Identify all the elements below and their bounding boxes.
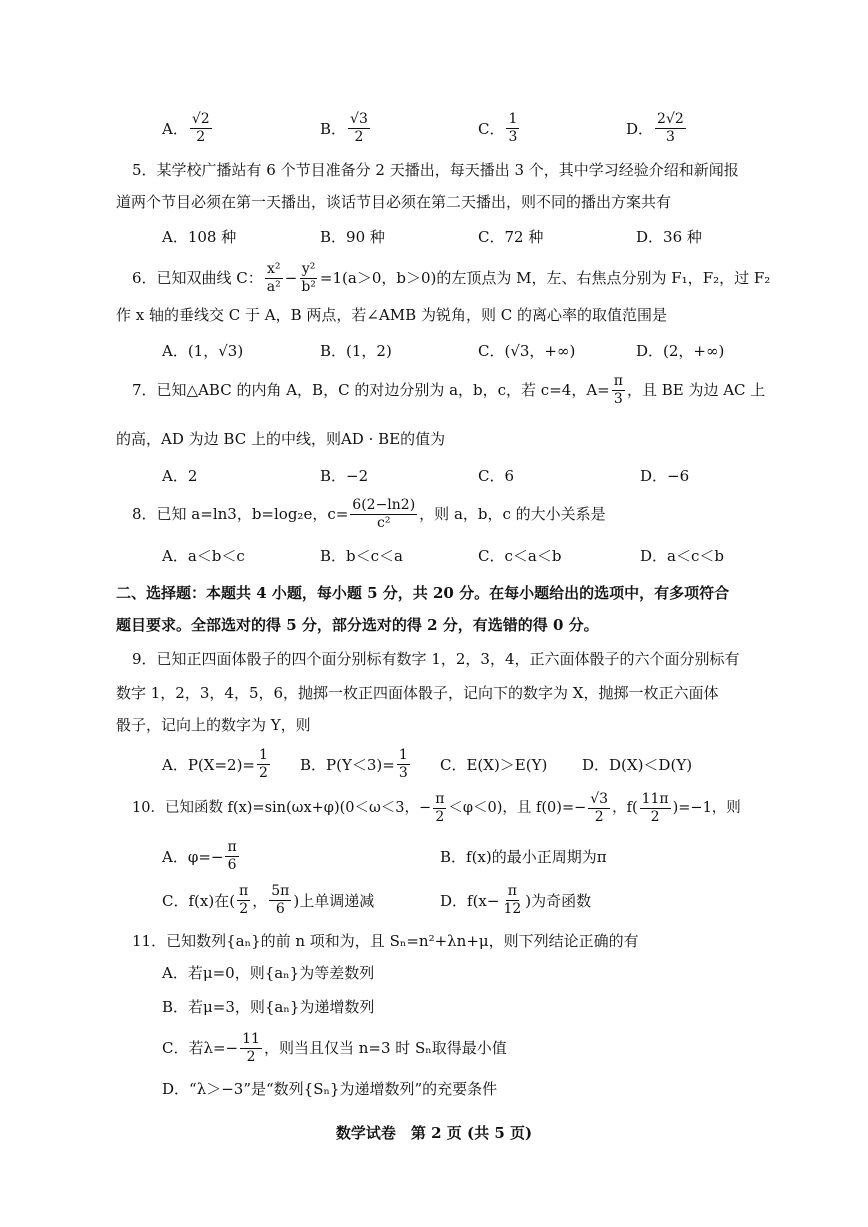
q4-option-b (320, 108, 372, 148)
fraction: $\frac{√3}{2}$ (590, 790, 609, 825)
q6-option-b: B．(1，2) (320, 341, 392, 360)
fraction: $\frac{11}{2}$ (242, 1030, 260, 1065)
q6-option-c: C．(√3，+∞) (478, 341, 576, 360)
option-label: B． (320, 119, 347, 138)
section-heading-line2: 题目要求。全部选对的得 5 分，部分选对的得 2 分，有选错的得 0 分。 (116, 616, 599, 634)
q4-option-d (626, 108, 688, 148)
fraction: $\frac{11\pi}{2}$ (641, 790, 669, 825)
q10-stem: 10．已知函数 f(x)=sin(ωx+φ)(0＜ω＜3，− $\frac{\pi}{2}$ ＜φ＜0)，且 f(0)=− $\frac{√3}{2}$ ，f( $\frac{11\pi}{2}$ )=−1，则 (132, 790, 741, 825)
q11-option-a: A．若μ=0，则{aₙ}为等差数列 (162, 964, 375, 982)
option-label: C． (478, 119, 505, 138)
fraction: $\frac{\pi}{2}$ (239, 882, 249, 917)
q8-option-d: D．a＜c＜b (640, 546, 724, 565)
q7-stem-line1: 7．已知△ABC 的内角 A，B，C 的对边分别为 a，b，c，若 c=4，A= $\frac{\pi}{3}$ ，且 BE 为边 AC 上 (132, 372, 766, 407)
fraction: $\frac{\text{y²}}{\text{b²}}$ (301, 260, 316, 295)
q9-options (162, 744, 808, 784)
fraction: $\frac{5\pi}{6}$ (271, 882, 290, 917)
q5-option-c: C．72 种 (478, 227, 544, 246)
q7-option-a: A．2 (162, 466, 198, 485)
q7-option-c: C．6 (478, 466, 515, 485)
fraction: $\frac{6(2-\ln 2)}{\text{c²}}$ (352, 496, 416, 531)
fraction: $\frac{√2}{2}$ (191, 110, 210, 145)
q10-option-b: B．f(x)的最小正周期为π (440, 847, 607, 866)
fraction: $\frac{\pi}{12}$ (503, 882, 522, 917)
q5-option-a: A．108 种 (162, 227, 237, 246)
q5-options (162, 216, 808, 256)
fraction: $\frac{\pi}{6}$ (227, 838, 237, 873)
q6-option-d: D．(2，+∞) (636, 341, 725, 360)
q9-option-b: B．P(Y＜3)= $\frac{1}{3}$ (300, 746, 408, 781)
page-footer: 数学试卷 第 2 页 (共 5 页) (335, 1124, 533, 1142)
q8-option-a: A．a＜b＜c (162, 546, 245, 565)
fraction: $\frac{\text{x²}}{\text{a²}}$ (266, 260, 281, 295)
fraction: $\frac{2√2}{3}$ (657, 110, 684, 145)
q11-option-b: B．若μ=3，则{aₙ}为递增数列 (162, 998, 375, 1016)
q11-option-c: C．若λ=− $\frac{11}{2}$ ，则当且仅当 n=3 时 Sₙ取得最小值 (162, 1030, 507, 1065)
q9-stem-line3: 骰子，记向上的数字为 Y，则 (116, 716, 311, 734)
q6-stem-line1: 6．已知双曲线 C： $\frac{\text{x²}}{\text{a²}}$ − $\frac{\text{y²}}{\text{b²}}$ =1(a＞0，b＞0)的左顶点为 M，左、右焦点分别为 F₁，F₂，过 F₂ (132, 260, 771, 295)
fraction: $\frac{1}{3}$ (508, 110, 518, 145)
q6-options (162, 330, 808, 370)
q5-stem-line1: 5．某学校广播站有 6 个节目准备分 2 天播出，每天播出 3 个，其中学习经验介绍和新闻报 (132, 161, 739, 179)
q9-option-a: A．P(X=2)= $\frac{1}{2}$ (162, 746, 268, 781)
q7-stem-line2: 的高，AD 为边 BC 上的中线，则AD · BE的值为 (116, 430, 446, 448)
q11-stem: 11．已知数列{aₙ}的前 n 项和为，且 Sₙ=n²+λn+μ，则下列结论正确的有 (132, 932, 639, 950)
q7-options (162, 455, 808, 495)
section-heading-line1: 二、选择题：本题共 4 小题，每小题 5 分，共 20 分。在每小题给出的选项中，有多项符合 (116, 584, 730, 602)
q5-option-b: B．90 种 (320, 227, 385, 246)
q10-option-c: C．f(x)在( $\frac{\pi}{2}$ ， $\frac{5\pi}{6}$ )上单调递减 (162, 882, 375, 917)
q7-option-d: D．−6 (640, 466, 690, 485)
q5-stem-line2: 道两个节目必须在第一天播出，谈话节目必须在第二天播出，则不同的播出方案共有 (116, 193, 672, 211)
q4-option-c (478, 108, 521, 148)
q9-option-d: D．D(X)＜D(Y) (582, 755, 693, 774)
q10-option-d: D．f(x− $\frac{\pi}{12}$ )为奇函数 (440, 882, 592, 917)
fraction: $\frac{√3}{2}$ (350, 110, 368, 145)
q11-option-d: D．“λ＞−3”是“数列{Sₙ}为递增数列”的充要条件 (162, 1080, 498, 1098)
q8-options (162, 535, 808, 575)
q6-stem-line2: 作 x 轴的垂线交 C 于 A，B 两点，若∠AMB 为锐角，则 C 的离心率的取值范围是 (116, 306, 667, 324)
q9-stem-line1: 9．已知正四面体骰子的四个面分别标有数字 1，2，3，4，正六面体骰子的六个面分别标有 (132, 650, 740, 668)
q6-option-a: A．(1，√3) (162, 341, 244, 360)
fraction: $\frac{1}{3}$ (398, 746, 408, 781)
fraction: $\frac{\pi}{3}$ (613, 372, 623, 407)
q4-options (162, 108, 808, 148)
q8-option-c: C．c＜a＜b (478, 546, 562, 565)
fraction: $\frac{1}{2}$ (259, 746, 268, 781)
q10-options-row2 (162, 880, 808, 920)
option-label: A． (162, 119, 188, 138)
fraction: $\frac{\pi}{2}$ (435, 790, 445, 825)
option-label: D． (626, 119, 654, 138)
q5-option-d: D．36 种 (636, 227, 702, 246)
q9-option-c: C．E(X)＞E(Y) (440, 755, 548, 774)
q10-option-a: A．φ=− $\frac{\pi}{6}$ (162, 838, 237, 873)
q8-stem: 8．已知 a=ln3，b=log₂e，c= $\frac{6(2-\ln 2)}{\text{c²}}$ ，则 a，b，c 的大小关系是 (132, 496, 606, 531)
q10-options-row1 (162, 836, 808, 876)
q7-option-b: B．−2 (320, 466, 369, 485)
q4-option-a (162, 108, 214, 148)
q9-stem-line2: 数字 1，2，3，4，5，6，抛掷一枚正四面体骰子，记向下的数字为 X，抛掷一枚正六面体 (116, 684, 719, 702)
q8-option-b: B．b＜c＜a (320, 546, 403, 565)
